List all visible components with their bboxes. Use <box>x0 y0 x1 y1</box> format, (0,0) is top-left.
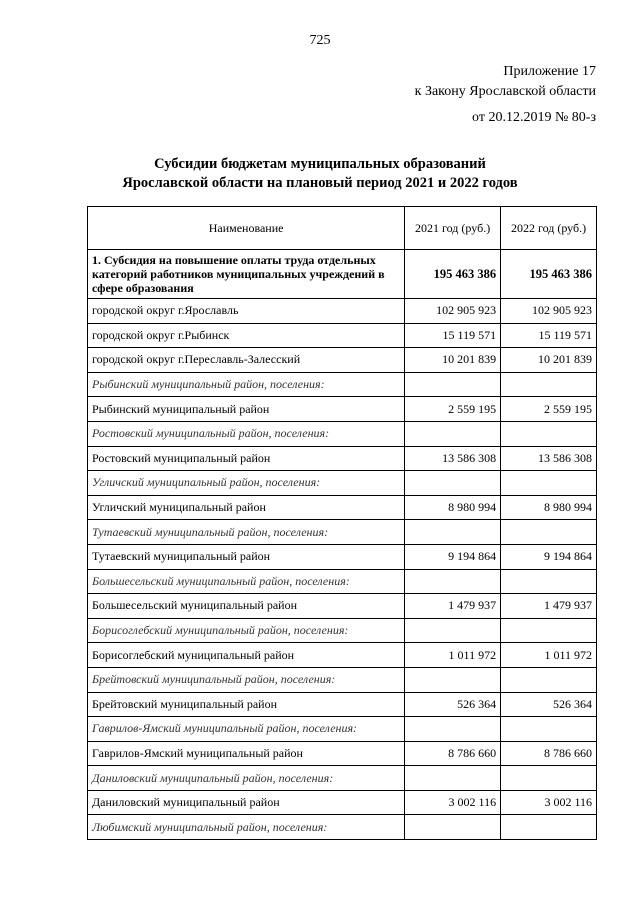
document-title <box>0 155 640 193</box>
cell-y2021: 8 980 994 <box>405 495 501 520</box>
appendix-date: от 20.12.2019 № 80-з <box>472 110 596 125</box>
cell-y2022 <box>501 569 597 594</box>
cell-name: Рыбинский муниципальный район <box>88 397 405 422</box>
appendix-line-1: Приложение 17 <box>503 64 596 79</box>
cell-y2021: 2 559 195 <box>405 397 501 422</box>
cell-y2022: 15 119 571 <box>501 323 597 348</box>
cell-y2022: 3 002 116 <box>501 790 597 815</box>
cell-name: Гаврилов-Ямский муниципальный район <box>88 741 405 766</box>
cell-name: Ростовский муниципальный район <box>88 446 405 471</box>
cell-y2021 <box>405 569 501 594</box>
cell-y2022 <box>501 815 597 840</box>
table-row <box>88 495 597 520</box>
cell-name: Ростовский муниципальный район, поселения: <box>88 421 405 446</box>
cell-y2021: 10 201 839 <box>405 348 501 373</box>
title-line-1: Субсидии бюджетам муниципальных образований <box>154 156 486 172</box>
cell-y2021: 526 364 <box>405 692 501 717</box>
table-row <box>88 348 597 373</box>
cell-name: Брейтовский муниципальный район <box>88 692 405 717</box>
cell-y2021 <box>405 372 501 397</box>
header-2021: 2021 год (руб.) <box>405 207 501 250</box>
cell-y2022: 13 586 308 <box>501 446 597 471</box>
cell-y2021 <box>405 421 501 446</box>
cell-y2021: 102 905 923 <box>405 299 501 324</box>
table-row <box>88 741 597 766</box>
table-row <box>88 569 597 594</box>
table-row <box>88 299 597 324</box>
cell-name: Большесельский муниципальный район, поселения: <box>88 569 405 594</box>
cell-y2021: 3 002 116 <box>405 790 501 815</box>
cell-y2021 <box>405 618 501 643</box>
table-row <box>88 471 597 496</box>
table-row <box>88 643 597 668</box>
appendix-line-2: к Закону Ярославской области <box>414 84 596 99</box>
table-row <box>88 692 597 717</box>
cell-name: Угличский муниципальный район, поселения: <box>88 471 405 496</box>
cell-name: 1. Субсидия на повышение оплаты труда отдельных категорий работников муниципальных учреждений в сфере образования <box>88 250 405 299</box>
table-row <box>88 446 597 471</box>
cell-y2022: 2 559 195 <box>501 397 597 422</box>
cell-y2021: 8 786 660 <box>405 741 501 766</box>
cell-y2021: 15 119 571 <box>405 323 501 348</box>
cell-y2021: 195 463 386 <box>405 250 501 299</box>
cell-name: Тутаевский муниципальный район, поселения: <box>88 520 405 545</box>
cell-y2022 <box>501 717 597 742</box>
cell-y2022: 1 479 937 <box>501 594 597 619</box>
cell-y2021: 9 194 864 <box>405 544 501 569</box>
cell-y2021 <box>405 766 501 791</box>
cell-name: Тутаевский муниципальный район <box>88 544 405 569</box>
cell-y2022: 8 786 660 <box>501 741 597 766</box>
cell-name: Большесельский муниципальный район <box>88 594 405 619</box>
cell-y2022 <box>501 471 597 496</box>
cell-y2022: 195 463 386 <box>501 250 597 299</box>
cell-y2022 <box>501 520 597 545</box>
subsidy-table <box>87 206 597 840</box>
header-name: Наименование <box>88 207 405 250</box>
cell-name: Рыбинский муниципальный район, поселения: <box>88 372 405 397</box>
cell-y2022: 102 905 923 <box>501 299 597 324</box>
table-row <box>88 397 597 422</box>
cell-y2022 <box>501 766 597 791</box>
cell-name: городской округ г.Ярославль <box>88 299 405 324</box>
table-body <box>88 250 597 840</box>
page-number: 725 <box>309 33 331 48</box>
cell-y2021 <box>405 667 501 692</box>
cell-y2022: 526 364 <box>501 692 597 717</box>
table-row <box>88 667 597 692</box>
cell-y2021: 13 586 308 <box>405 446 501 471</box>
cell-y2021: 1 479 937 <box>405 594 501 619</box>
cell-y2021 <box>405 520 501 545</box>
cell-y2022: 10 201 839 <box>501 348 597 373</box>
cell-name: Гаврилов-Ямский муниципальный район, поселения: <box>88 717 405 742</box>
table-row <box>88 372 597 397</box>
cell-y2022 <box>501 372 597 397</box>
table-row <box>88 717 597 742</box>
table-row <box>88 618 597 643</box>
cell-name: Даниловский муниципальный район, поселения: <box>88 766 405 791</box>
header-2022: 2022 год (руб.) <box>501 207 597 250</box>
cell-y2021: 1 011 972 <box>405 643 501 668</box>
table-row <box>88 544 597 569</box>
table-row <box>88 766 597 791</box>
cell-y2022: 1 011 972 <box>501 643 597 668</box>
table-row <box>88 520 597 545</box>
table-header-row <box>88 207 597 250</box>
cell-y2022 <box>501 618 597 643</box>
cell-y2022: 9 194 864 <box>501 544 597 569</box>
cell-y2021 <box>405 471 501 496</box>
table-row <box>88 421 597 446</box>
table-row <box>88 790 597 815</box>
cell-y2022 <box>501 667 597 692</box>
table-row <box>88 594 597 619</box>
appendix-reference <box>415 62 596 128</box>
cell-name: Брейтовский муниципальный район, поселения: <box>88 667 405 692</box>
cell-y2021 <box>405 815 501 840</box>
cell-name: Борисоглебский муниципальный район <box>88 643 405 668</box>
cell-name: Любимский муниципальный район, поселения: <box>88 815 405 840</box>
cell-y2022: 8 980 994 <box>501 495 597 520</box>
cell-y2021 <box>405 717 501 742</box>
table-row <box>88 323 597 348</box>
cell-name: Борисоглебский муниципальный район, поселения: <box>88 618 405 643</box>
table-row <box>88 250 597 299</box>
cell-name: городской округ г.Переславль-Залесский <box>88 348 405 373</box>
title-line-2: Ярославской области на плановый период 2021 и 2022 годов <box>122 175 518 191</box>
cell-name: Даниловский муниципальный район <box>88 790 405 815</box>
cell-y2022 <box>501 421 597 446</box>
cell-name: городской округ г.Рыбинск <box>88 323 405 348</box>
table-row <box>88 815 597 840</box>
cell-name: Угличский муниципальный район <box>88 495 405 520</box>
